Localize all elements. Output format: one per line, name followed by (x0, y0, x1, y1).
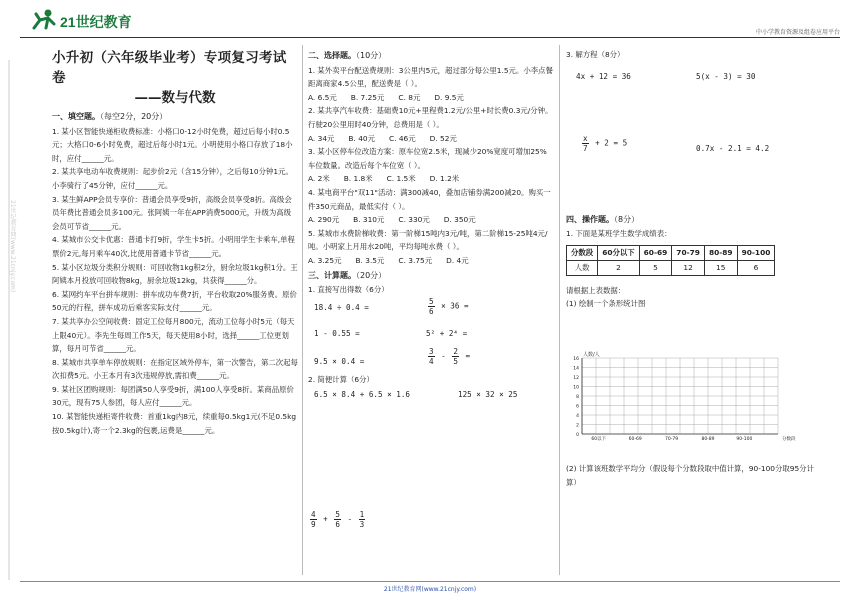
exam-subtitle: ——数与代数 (134, 90, 216, 106)
table-header-cell: 80-89 (704, 245, 737, 260)
table-cell: 5 (639, 260, 672, 275)
section1-heading: 一、填空题。（每空2分，20分） (52, 112, 168, 121)
column-right (566, 48, 816, 311)
options-row: A. 3.25元 B. 3.5元 C. 3.75元 D. 4元 (308, 255, 469, 265)
bar-chart-grid (568, 350, 818, 442)
question: 3. 某生鲜APP会员专享价：普通会员享受9折，高级会员享受8折。高级会员年费比普通会员多100元。张阿姨一年在APP消费5000元，升级为高级会员可节省______元。 (52, 194, 292, 231)
question: 4. 某电商平台"双11"活动：满300减40，叠加店铺券满200减20。购买一件350元商品，最低实付（ ）。 (308, 187, 551, 211)
exam-title: 小升初（六年级毕业考）专项复习考试卷 (52, 50, 287, 86)
question: 6. 某网约车平台拼车规则：拼车成功车费7折，平台收取20%服务费。原价50元的行程，拼车成功后乘客实际支付______元。 (52, 289, 297, 313)
y-tick-label: 6 (576, 404, 579, 410)
x-tick-label: 90-100 (736, 437, 753, 442)
simplify-block (308, 386, 554, 452)
options-row: A. 2米 B. 1.8米 C. 1.5米 D. 1.2米 (308, 174, 460, 184)
equation: 0.7x - 2.1 = 4.2 (696, 143, 770, 153)
x-tick-label: 70-79 (665, 437, 679, 442)
calc-item: $\frac{3}{4}$ - $\frac{2}{5}$ = (429, 346, 471, 366)
x-axis-label: 分数段 (782, 437, 796, 442)
table-header-cell: 70-79 (672, 245, 705, 260)
y-tick-label: 16 (573, 357, 579, 362)
table-cell: 人数 (567, 260, 598, 275)
footer-divider (20, 581, 840, 582)
column-left (52, 48, 298, 437)
side-watermark (3, 60, 17, 580)
table-header-cell: 分数段 (567, 245, 598, 260)
y-tick-label: 4 (576, 414, 579, 419)
table-intro: 1. 下面是某班学生数学成绩表： (566, 229, 672, 239)
table-header-cell: 60-69 (639, 245, 672, 260)
table-cell: 12 (672, 260, 705, 275)
options-row: A. 6.5元 B. 7.25元 C. 8元 D. 9.5元 (308, 92, 464, 102)
runner-logo-icon (28, 8, 58, 32)
logo (28, 8, 148, 34)
fraction: $\frac{4}{9}$ (311, 510, 316, 529)
y-axis-label: 人数/人 (583, 352, 600, 358)
y-tick-label: 12 (573, 376, 579, 381)
score-table (566, 245, 775, 276)
table-header-row (567, 245, 775, 260)
question: 3. 某小区停车位改造方案：原车位宽2.5米，现减少20%宽度可增加25%车位数量。改造后每个车位宽（ ）。 (308, 147, 547, 170)
table-header-cell: 90-100 (737, 245, 775, 260)
table-cell: 15 (704, 260, 737, 275)
calc-item: 5² + 2⁴ = (426, 328, 468, 338)
options-row: A. 34元 B. 40元 C. 46元 D. 52元 (308, 133, 457, 143)
calc-item: 125 × 32 × 25 (458, 390, 518, 400)
calc-item: 1 - 0.55 = (314, 328, 360, 338)
fraction: $\frac{2}{5}$ (453, 346, 458, 366)
section2-heading: 二、选择题。（10分） (308, 51, 387, 60)
y-tick-label: 8 (576, 395, 579, 400)
sub-heading: 1. 直接写出得数（6分） (308, 285, 389, 295)
oral-calc-block (308, 297, 554, 373)
y-tick-label: 2 (576, 423, 579, 429)
prompt-text: 请根据上表数据： (566, 285, 626, 295)
y-tick-label: 14 (573, 366, 579, 372)
y-tick-label: 0 (576, 433, 579, 438)
table-row (567, 260, 775, 275)
sub-question: (2) 计算该班数学平均分（假设每个分数段取中值计算，90-100分取95分计算） (566, 464, 814, 487)
sub-heading: 2. 简便计算（6分） (308, 374, 374, 384)
table-cell: 2 (598, 260, 639, 275)
fraction: $\frac{x}{7}$ (583, 133, 588, 153)
fraction: $\frac{5}{6}$ (335, 510, 340, 529)
header-platform-text: 中小学教育资源及组卷应用平台 (755, 29, 840, 36)
side-watermark-text: 21世纪教育网(www.21cnjy.com) (9, 200, 16, 293)
question: 1. 某外卖平台配送费规则：3公里内5元，超过部分每公里1.5元。小李点餐距离商家4.5公里，配送费是（ ）。 (308, 65, 553, 89)
x-tick-label: 60-69 (628, 437, 642, 442)
question: 4. 某城市公交卡优惠：普通卡打9折，学生卡5折。小明用学生卡乘车,单程票价2元,每月乘车40次,比使用普通卡节省______元。 (52, 235, 295, 258)
equation-block (566, 62, 816, 212)
table-cell: 6 (737, 260, 775, 275)
calc-item: 9.5 × 0.4 = (314, 356, 365, 366)
calc-item: $\frac{4}{9}$ + $\frac{5}{6}$ - $\frac{1}{3}$ (311, 510, 365, 529)
sub-heading: 3. 解方程（8分） (566, 50, 625, 59)
question: 5. 某城市水费阶梯收费：第一阶梯15吨内3元/吨，第二阶梯15-25吨4元/吨。小明家上月用水20吨，平均每吨水费（ ）。 (308, 228, 548, 252)
question: 5. 某小区垃圾分类积分规则：可回收物1kg积2分，厨余垃圾1kg积1分。王阿姨本月投放可回收物8kg，厨余垃圾12kg，共获得______分。 (52, 262, 298, 286)
calc-item: 18.4 ÷ 0.4 = (314, 302, 369, 312)
calc-item: 6.5 × 8.4 + 6.5 × 1.6 (314, 390, 411, 400)
fraction: $\frac{3}{4}$ (429, 346, 434, 366)
column-divider (302, 45, 303, 575)
fraction: $\frac{1}{3}$ (359, 510, 365, 529)
y-tick-label: 10 (573, 385, 579, 391)
section3-heading: 三、计算题。（20分） (308, 270, 387, 280)
table-header-cell: 60分以下 (598, 245, 639, 260)
x-tick-label: 60以下 (591, 437, 607, 442)
question: 2. 某共享电动车收费规则：起步价2元（含15分钟），之后每10分钟1元。小李骑行了45分钟，应付______元。 (52, 167, 293, 190)
question: 9. 某社区团购规则：每团满50人享受9折，满100人享受8折。某商品原价30元，现有75人参团，每人应付______元。 (52, 384, 294, 408)
question: 8. 某城市共享单车停放规则：在指定区域外停车，第一次警告，第二次起每次扣费5元。小王本月有3次违规停放,需扣费______元。 (52, 357, 298, 381)
options-row: A. 290元 B. 310元 C. 330元 D. 350元 (308, 215, 476, 225)
equation: 5(x - 3) = 30 (696, 71, 756, 81)
column-middle (308, 48, 554, 452)
x-tick-label: 80-89 (701, 437, 715, 442)
question: 10. 某智能快递柜寄件收费：首重1kg内8元，续重每0.5kg1元(不足0.5kg按0.5kg计),寄一个2.3kg的包裹,运费是______元。 (52, 412, 297, 435)
equation: 4x + 12 = 36 (576, 71, 631, 81)
question: 2. 某共享汽车收费：基础费10元+里程费1.2元/公里+时长费0.3元/分钟。行驶20公里用时40分钟，总费用是（ ）。 (308, 106, 553, 129)
question: 1. 某小区智能快递柜收费标准：小格口0-12小时免费，超过后每小时0.5元；大格口0-6小时免费，超过后每小时1元。小明使用小格口存放了18小时，应付______元。 (52, 126, 293, 163)
logo-text: 21世纪教育 (60, 14, 132, 30)
footer-text: 21世纪教育网(www.21cnjy.com) (383, 586, 477, 593)
section4-heading: 四、操作题。（8分） (566, 214, 640, 224)
question: 7. 某共享办公空间收费：固定工位每月800元，流动工位每小时5元（每天上限40元）。李先生每周工作5天，每天使用8小时，选择______工位更划算，每月可节省______元。 (52, 316, 295, 354)
header-divider (20, 37, 840, 38)
equation: $\frac{x}{7}$ + 2 = 5 (583, 133, 628, 153)
calc-item: $\frac{5}{6}$ × 36 = (429, 296, 469, 316)
column-divider (559, 45, 560, 575)
fraction: $\frac{5}{6}$ (429, 296, 434, 316)
sub-question: (1) 绘制一个条形统计图 (566, 299, 646, 309)
